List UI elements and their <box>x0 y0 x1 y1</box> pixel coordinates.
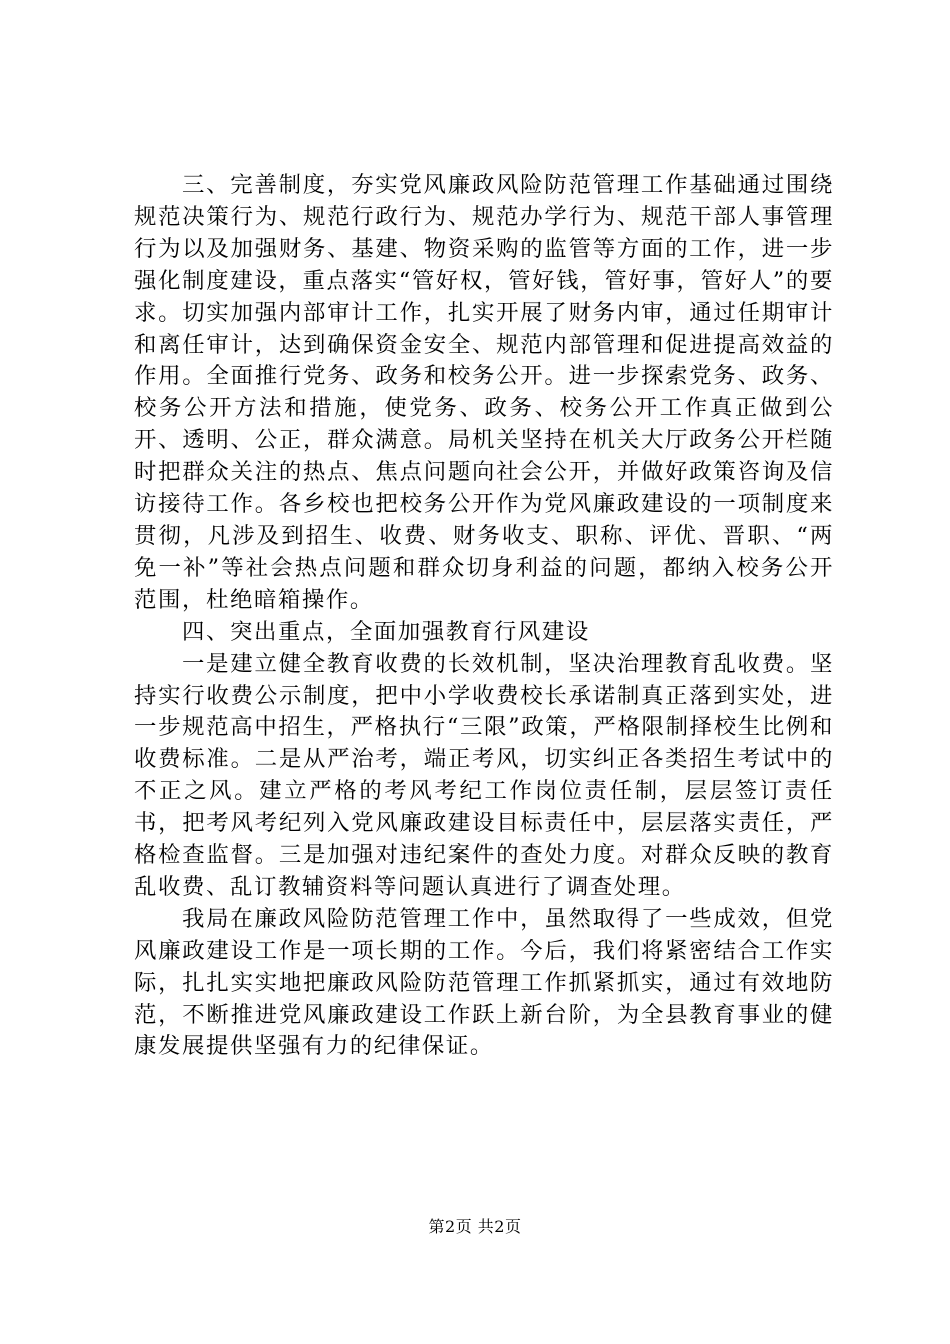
section-heading-industry-style: 四、突出重点，全面加强教育行风建设 <box>182 618 590 645</box>
page-footer <box>0 1217 950 1237</box>
paragraph-education-fees: 一是建立健全教育收费的长效机制，坚决治理教育乱收费。坚持实行收费公示制度，把中小学收费校长承诺制真正落到实处，进一步规范高中招生，严格执行“三限”政策，严格限制择校生比例和收费标准。二是从严治考，端正考风，切实纠正各类招生考试中的不正之风。建立严格的考风考纪工作岗位责任制，层层签订责任书，把考风考纪列入党风廉政建设目标责任中，层层落实责任，严格检查监督。三是加强对违纪案件的查处力度。对群众反映的教育乱收费、乱订教辅资料等问题认真进行了调查处理。 <box>134 650 834 900</box>
page-number-label: 第2页 共2页 <box>428 1217 522 1236</box>
document-body <box>134 170 834 1063</box>
paragraph-system-building: 三、完善制度，夯实党风廉政风险防范管理工作基础通过围绕规范决策行为、规范行政行为、规范办学行为、规范干部人事管理行为以及加强财务、基建、物资采购的监管等方面的工作，进一步强化制度建设，重点落实“管好权，管好钱，管好事，管好人”的要求。切实加强内部审计工作，扎实开展了财务内审，通过任期审计和离任审计，达到确保资金安全、规范内部管理和促进提高效益的作用。全面推行党务、政务和校务公开。进一步探索党务、政务、校务公开方法和措施，使党务、政务、校务公开工作真正做到公开、透明、公正，群众满意。局机关坚持在机关大厅政务公开栏随时把群众关注的热点、焦点问题向社会公开，并做好政策咨询及信访接待工作。各乡校也把校务公开作为党风廉政建设的一项制度来贯彻，凡涉及到招生、收费、财务收支、职称、评优、晋职、“两免一补”等社会热点问题和群众切身利益的问题，都纳入校务公开范围，杜绝暗箱操作。 <box>134 172 834 613</box>
paragraph-conclusion: 我局在廉政风险防范管理工作中，虽然取得了一些成效，但党风廉政建设工作是一项长期的工作。今后，我们将紧密结合工作实际，扎扎实实地把廉政风险防范管理工作抓紧抓实，通过有效地防范，不断推进党风廉政建设工作跃上新台阶，为全县教育事业的健康发展提供坚强有力的纪律保证。 <box>134 905 834 1060</box>
